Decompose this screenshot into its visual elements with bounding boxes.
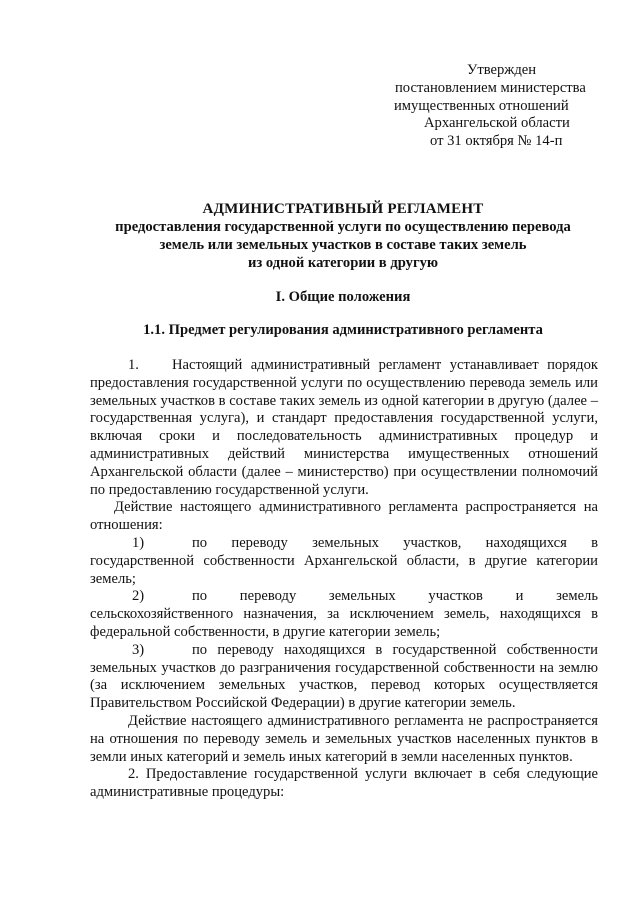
list-item-3-text: по переводу находящихся в государственной собственности земельных участков до разграничения государственной собственности на землю (за исключением земельных участков, перевод которых осуществляется Правительством Российской Федерации) в другие категории земель.: [90, 641, 598, 712]
paragraph-1-number: 1.: [128, 357, 139, 373]
paragraph-2: Действие настоящего административного регламента распространяется на отношения:: [90, 499, 598, 534]
title-main: АДМИНИСТРАТИВНЫЙ РЕГЛАМЕНТ: [202, 201, 484, 217]
list-item-3-number: 3): [132, 641, 145, 658]
list-item-3: [90, 642, 598, 713]
section-title: I. Общие положения: [275, 289, 411, 305]
document-body: [90, 357, 598, 802]
list-item-2-number: 2): [132, 588, 145, 605]
subsection-title: 1.1. Предмет регулирования административного регламента: [143, 322, 543, 338]
approval-line-4: Архангельской области: [424, 115, 570, 132]
paragraph-4: 2. Предоставление государственной услуги включает в себя следующие административные процедуры:: [90, 766, 598, 801]
approval-line-3: имущественных отношений: [394, 97, 569, 114]
list-item-1-number: 1): [132, 534, 145, 551]
list-item-1-text: по переводу земельных участков, находящихся в государственной собственности Архангельской области, в другие категории земель;: [90, 534, 598, 587]
approval-stamp: [380, 62, 610, 151]
approval-line-1: Утвержден: [467, 62, 537, 78]
list-item-2-text: по переводу земельных участков и земель сельскохозяйственного назначения, за исключением земель, находящихся в федеральной собственности, в другие категории земель;: [90, 588, 598, 640]
list-item-2: [90, 588, 598, 641]
paragraph-1: [90, 357, 598, 499]
paragraph-3: Действие настоящего административного регламента не распространяется на отношения по переводу земель и земельных участков населенных пунктов в земли иных категорий и земель иных категорий в земли населенных пунктов.: [90, 712, 598, 765]
document-title: [60, 200, 626, 272]
title-sub-3: из одной категории в другую: [247, 255, 439, 271]
approval-line-2: постановлением министерства: [395, 79, 586, 96]
title-sub-1: предоставления государственной услуги по осуществлению перевода: [115, 219, 571, 235]
approval-line-5: от 31 октября № 14-п: [430, 133, 563, 150]
list-item-1: [90, 535, 598, 588]
title-sub-2: земель или земельных участков в составе таких земель: [159, 237, 527, 253]
paragraph-1-text: Настоящий административный регламент устанавливает порядок предоставления государственной услуги по осуществлению перевода земель или земельных участков в составе таких земель из одной категории в другую (далее – государственная услуга), и стандарт предоставления государственной услуги, включая сроки и последовательность административных процедур и административных действий министерства имущественных отношений Архангельской области (далее – министерство) при осуществлении полномочий по предоставлению государственной услуги.: [90, 357, 598, 498]
